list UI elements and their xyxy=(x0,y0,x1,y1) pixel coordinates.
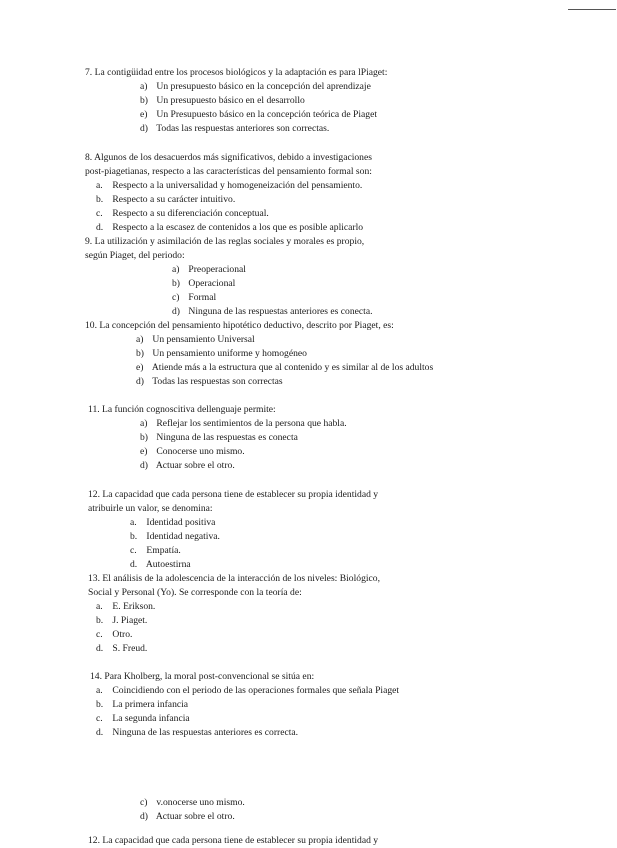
option-label: b. xyxy=(96,699,104,710)
option-b[interactable] xyxy=(96,193,235,207)
option-d[interactable] xyxy=(140,459,235,473)
option-text: Todas las respuestas son correctas xyxy=(152,376,283,387)
option-label: a. xyxy=(130,517,137,528)
question-stem: 12. La capacidad que cada persona tiene de establecer su propia identidad y xyxy=(88,489,379,500)
option-label: d. xyxy=(96,222,104,233)
question-stem: atribuirle un valor, se denomina: xyxy=(88,503,213,514)
option-label: c) xyxy=(172,292,180,303)
option-c[interactable] xyxy=(140,796,245,810)
option-label: d) xyxy=(140,123,148,134)
option-c[interactable] xyxy=(136,361,433,375)
option-text: Todas las respuestas anteriores son correctas. xyxy=(156,123,330,134)
option-b[interactable] xyxy=(136,347,307,361)
question-stem: 8. Algunos de los desacuerdos más significativos, debido a investigaciones xyxy=(85,152,372,163)
option-label: d) xyxy=(172,306,180,317)
option-text: v.onocerse uno mismo. xyxy=(156,797,245,808)
option-text: Ninguna de las respuestas anteriores es conecta. xyxy=(188,306,373,317)
option-text: Ninguna de las respuestas anteriores es correcta. xyxy=(112,727,299,738)
option-d[interactable] xyxy=(140,810,235,824)
option-c[interactable] xyxy=(172,291,216,305)
option-d[interactable] xyxy=(136,375,283,389)
option-a[interactable] xyxy=(130,516,215,530)
option-label: c. xyxy=(130,545,137,556)
option-label: b) xyxy=(136,348,144,359)
option-label: a. xyxy=(96,601,103,612)
option-b[interactable] xyxy=(140,94,305,108)
option-d[interactable] xyxy=(140,122,329,136)
option-label: b. xyxy=(96,615,104,626)
option-text: Reflejar los sentimientos de la persona que habla. xyxy=(156,418,347,429)
option-a[interactable] xyxy=(96,600,155,614)
option-text: Ninguna de las respuestas es conecta xyxy=(156,432,298,443)
option-a[interactable] xyxy=(140,417,347,431)
option-text: E. Erikson. xyxy=(112,601,156,612)
question-stem: 7. La contigüidad entre los procesos biológicos y la adaptación es para lPiaget: xyxy=(85,67,388,78)
option-label: e) xyxy=(140,446,148,457)
question-stem: 13. El análisis de la adolescencia de la interacción de los niveles: Biológico, xyxy=(88,573,380,584)
option-label: b) xyxy=(140,95,148,106)
option-text: S. Freud. xyxy=(112,643,148,654)
option-label: b. xyxy=(130,531,138,542)
option-text: J. Piaget. xyxy=(112,615,148,626)
question-stem: Social y Personal (Yo). Se corresponde con la teoría de: xyxy=(88,587,302,598)
option-text: Atiende más a la estructura que al contenido y es similar al de los adultos xyxy=(151,362,434,373)
option-a[interactable] xyxy=(136,333,255,347)
option-text: Un pensamiento uniforme y homogéneo xyxy=(152,348,307,359)
option-c[interactable] xyxy=(140,445,245,459)
option-label: d. xyxy=(96,727,104,738)
option-text: Actuar sobre el otro. xyxy=(155,811,235,822)
option-text: Un Presupuesto básico en la concepción teórica de Piaget xyxy=(156,109,377,120)
option-label: a) xyxy=(140,81,148,92)
option-text: Un pensamiento Universal xyxy=(152,334,255,345)
option-text: La primera infancia xyxy=(112,699,189,710)
option-text: Actuar sobre el otro. xyxy=(155,460,235,471)
option-text: Un presupuesto básico en la concepción del aprendizaje xyxy=(156,81,371,92)
option-label: a) xyxy=(140,418,148,429)
option-c[interactable] xyxy=(96,712,190,726)
option-label: b) xyxy=(172,278,180,289)
option-c[interactable] xyxy=(130,544,181,558)
option-d[interactable] xyxy=(96,221,363,235)
option-d[interactable] xyxy=(96,642,147,656)
option-b[interactable] xyxy=(130,530,220,544)
question-stem: 9. La utilización y asimilación de las reglas sociales y morales es propio, xyxy=(85,236,365,247)
option-label: a. xyxy=(96,180,103,191)
option-text: Respecto a la escasez de contenidos a los que es posible aplicarlo xyxy=(112,222,364,233)
option-label: e) xyxy=(140,109,148,120)
option-d[interactable] xyxy=(130,558,191,572)
option-label: a) xyxy=(136,334,144,345)
question-stem: 12. La capacidad que cada persona tiene de establecer su propia identidad y xyxy=(88,835,379,846)
option-label: a) xyxy=(172,264,180,275)
option-text: Identidad positiva xyxy=(146,517,216,528)
option-c[interactable] xyxy=(96,628,132,642)
option-b[interactable] xyxy=(172,277,235,291)
option-label: b. xyxy=(96,194,104,205)
option-label: d) xyxy=(140,460,148,471)
option-a[interactable] xyxy=(140,80,371,94)
option-label: a. xyxy=(96,685,103,696)
option-d[interactable] xyxy=(96,726,298,740)
question-stem: según Piaget, del periodo: xyxy=(85,250,185,261)
option-text: Preoperacional xyxy=(188,264,246,275)
option-text: Respecto a su diferenciación conceptual. xyxy=(112,208,269,219)
option-text: Operacional xyxy=(188,278,236,289)
option-label: c) xyxy=(140,797,148,808)
option-text: Otro. xyxy=(112,629,133,640)
option-a[interactable] xyxy=(96,179,362,193)
option-label: d. xyxy=(130,559,138,570)
option-label: d. xyxy=(96,643,104,654)
option-text: La segunda infancia xyxy=(112,713,190,724)
option-b[interactable] xyxy=(140,431,298,445)
option-b[interactable] xyxy=(96,698,188,712)
option-d[interactable] xyxy=(172,305,372,319)
option-text: Respecto a su carácter intuitivo. xyxy=(112,194,236,205)
option-label: b) xyxy=(140,432,148,443)
option-text: Respecto a la universalidad y homogeneización del pensamiento. xyxy=(112,180,363,191)
option-text: Identidad negativa. xyxy=(146,531,220,542)
option-a[interactable] xyxy=(172,263,246,277)
option-label: c. xyxy=(96,208,103,219)
option-label: d) xyxy=(136,376,144,387)
option-text: Autoestirna xyxy=(145,559,191,570)
question-stem: 14. Para Kholberg, la moral post-convencional se sitúa en: xyxy=(90,671,315,682)
option-text: Un presupuesto básico en el desarrollo xyxy=(156,95,305,106)
option-text: Formal xyxy=(188,292,217,303)
question-stem: post-piagetianas, respecto a las características del pensamiento formal son: xyxy=(85,166,372,177)
option-label: d) xyxy=(140,811,148,822)
option-text: Conocerse uno mismo. xyxy=(156,446,245,457)
question-stem: 11. La función cognoscitiva dellenguaje permite: xyxy=(88,404,276,415)
question-stem: 10. La concepción del pensamiento hipotético deductivo, descrito por Piaget, es: xyxy=(85,320,394,331)
option-text: Coincidiendo con el periodo de las operaciones formales que señala Piaget xyxy=(112,685,400,696)
option-label: c. xyxy=(96,629,103,640)
option-label: c. xyxy=(96,713,103,724)
option-c[interactable] xyxy=(140,108,377,122)
option-b[interactable] xyxy=(96,614,147,628)
option-label: e) xyxy=(136,362,144,373)
option-c[interactable] xyxy=(96,207,269,221)
header-rule xyxy=(568,9,616,10)
option-a[interactable] xyxy=(96,684,399,698)
option-text: Empatía. xyxy=(146,545,181,556)
